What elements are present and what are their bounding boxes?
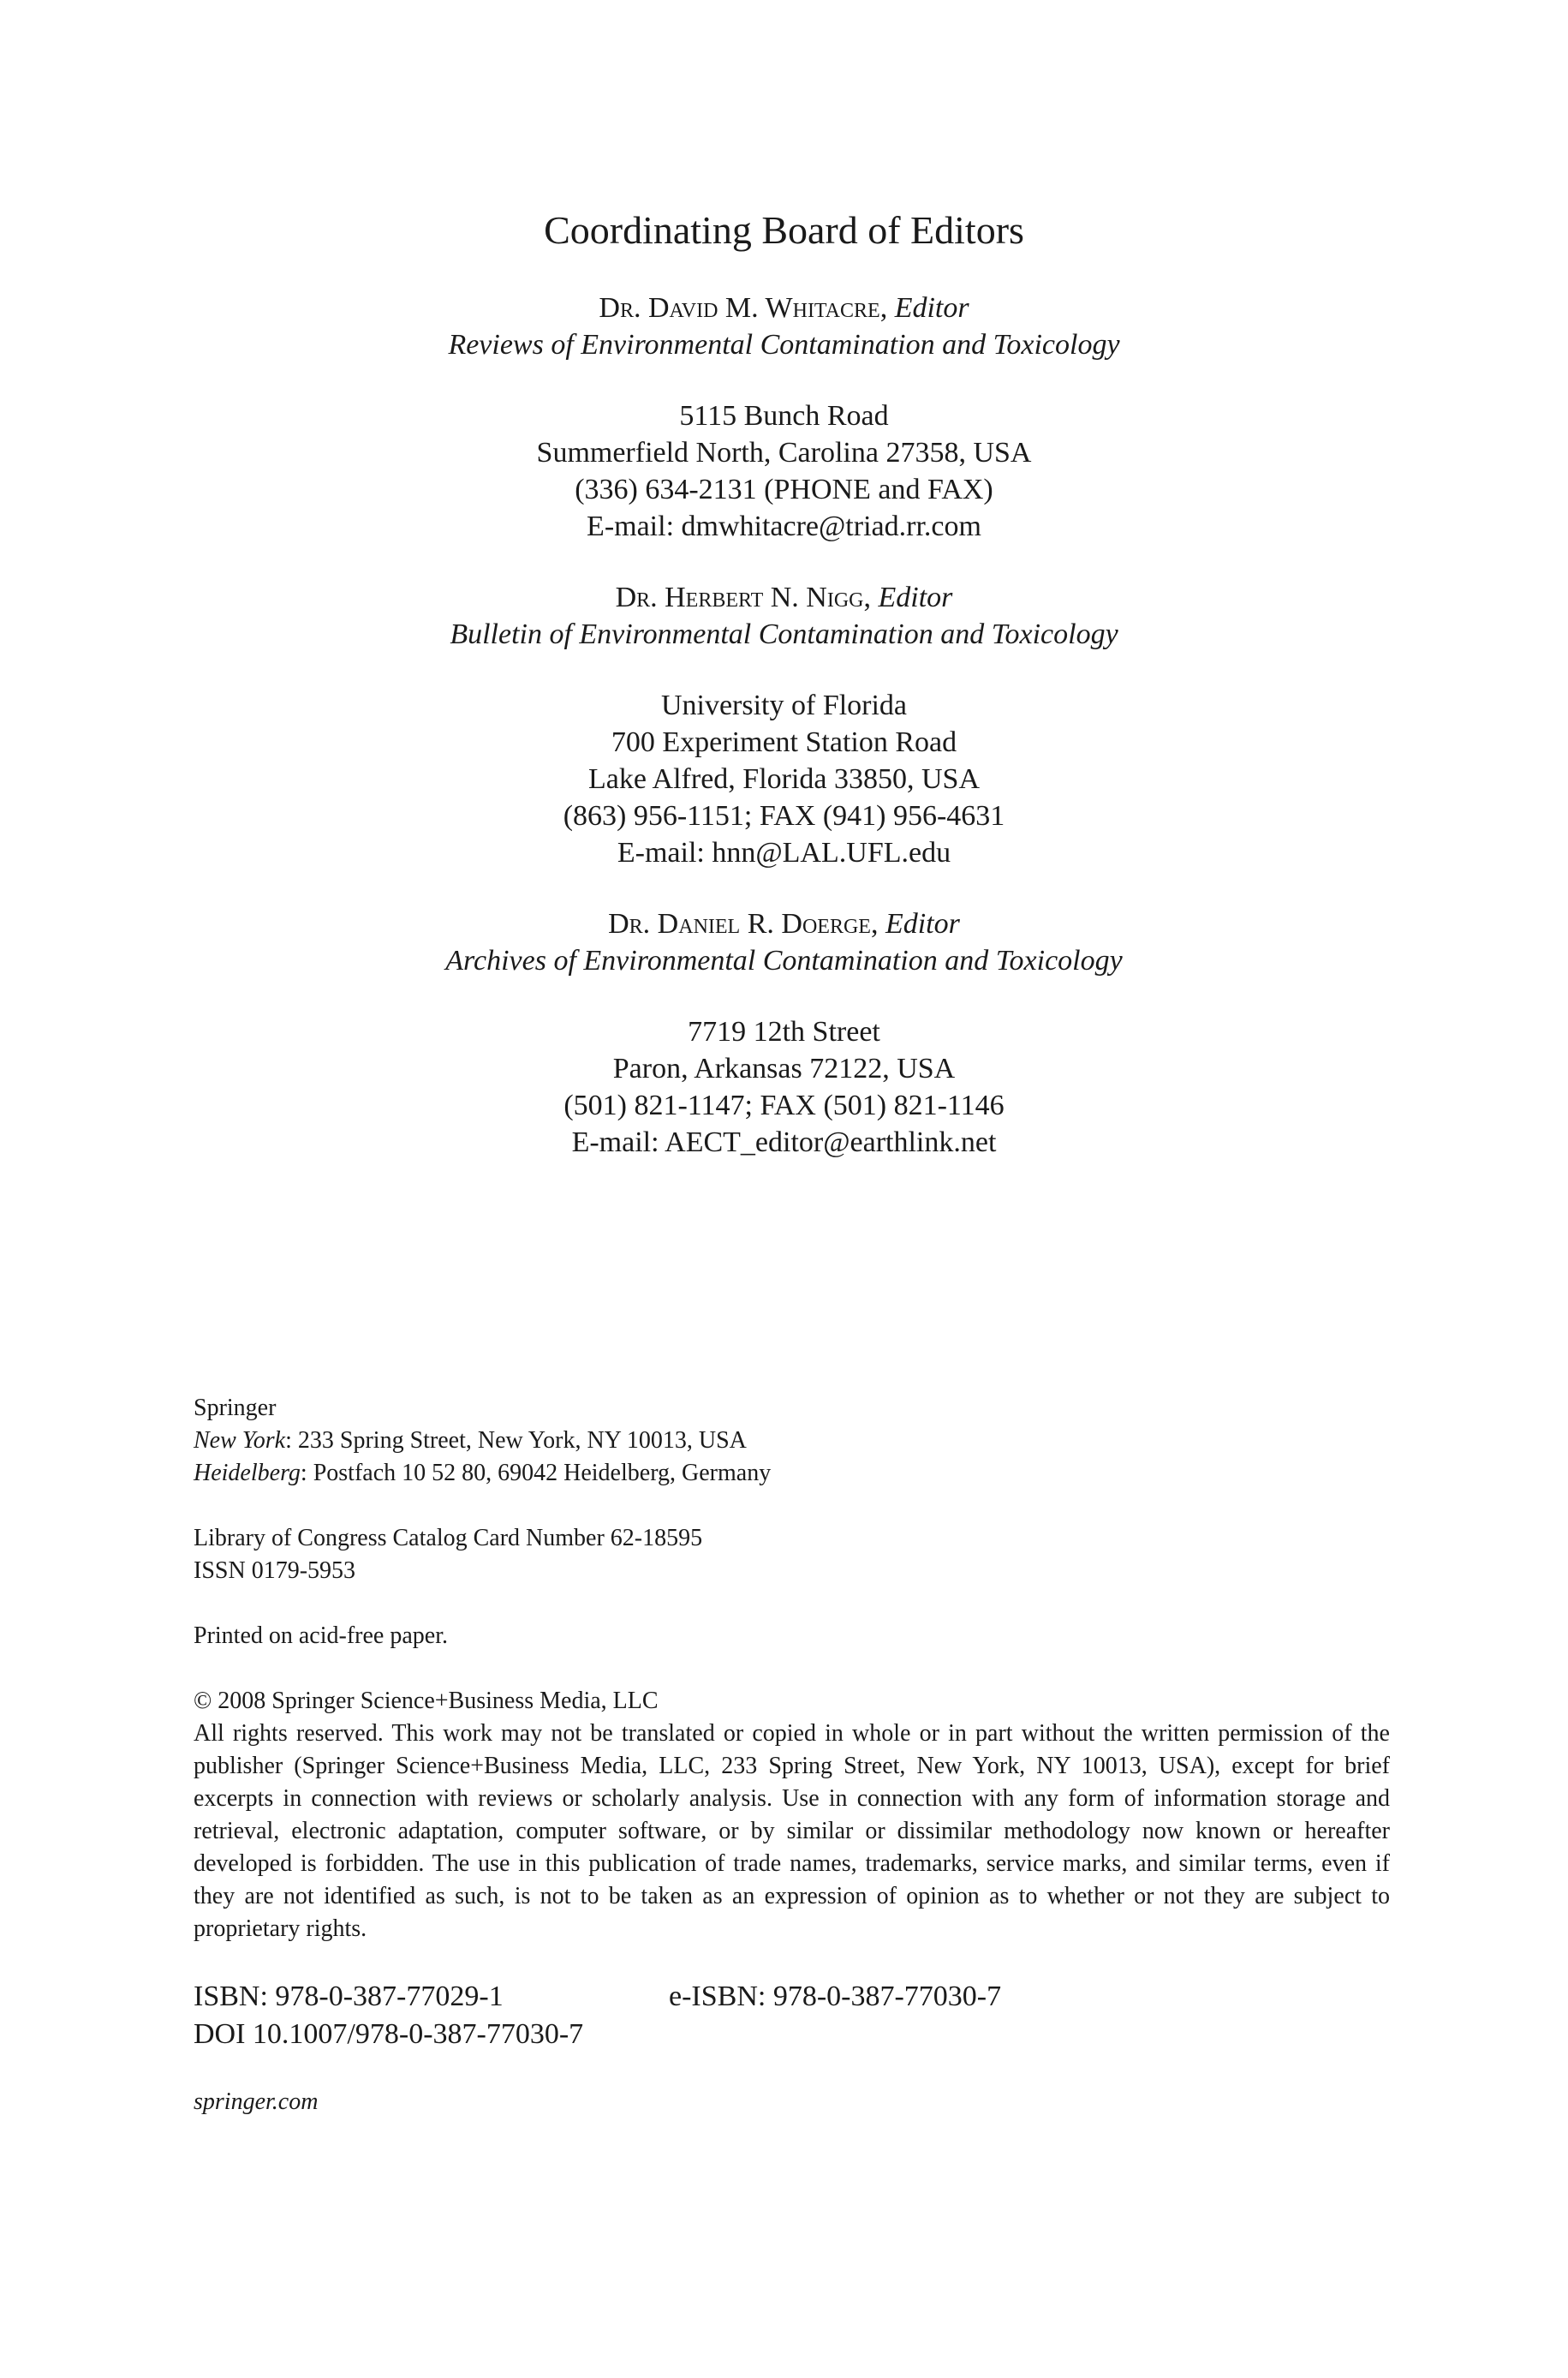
phone-line: (863) 956-1151; FAX (941) 956-4631	[563, 800, 1005, 832]
office-new-york	[194, 1425, 1390, 1457]
email-line: E-mail: AECT_editor@earthlink.net	[571, 1126, 997, 1158]
phone-line: (336) 634-2131 (PHONE and FAX)	[575, 474, 993, 505]
editor-block	[0, 290, 1568, 545]
catalog-card-number: Library of Congress Catalog Card Number 62-18595	[194, 1525, 703, 1551]
copyright-imprint	[194, 1392, 1390, 2118]
e-isbn: e-ISBN: 978-0-387-77030-7	[669, 1981, 1002, 2012]
office-address: : 233 Spring Street, New York, NY 10013, USA	[285, 1427, 747, 1454]
editor-block	[0, 579, 1568, 871]
isbn: ISBN: 978-0-387-77029-1	[194, 1981, 504, 2012]
editor-role: Editor	[894, 292, 969, 324]
editor-block	[0, 905, 1568, 1161]
email-line: E-mail: hnn@LAL.UFL.edu	[617, 837, 951, 869]
address-line: Summerfield North, Carolina 27358, USA	[536, 437, 1032, 469]
office-address: : Postfach 10 52 80, 69042 Heidelberg, Germany	[300, 1460, 772, 1486]
address-line: Lake Alfred, Florida 33850, USA	[587, 763, 981, 795]
rights-statement: All rights reserved. This work may not be translated or copied in whole or in part without the written permission of the publisher (Springer Science+Business Media, LLC, 233 Spring Street, New York, NY 10013, USA), except for brief excerpts in connection with reviews or scholarly analysis. Use in connection with any form of information storage and retrieval, electronic adaptation, computer software, or by similar or dissimilar methodology now known or hereafter developed is forbidden. The use in this publication of trade names, trademarks, service marks, and similar terms, even if they are not identified as such, is not to be taken as an expression of opinion as to whether or not they are subject to proprietary rights.	[194, 1720, 1390, 1942]
doi: DOI 10.1007/978-0-387-77030-7	[194, 2018, 584, 2050]
address-line: 700 Experiment Station Road	[611, 726, 957, 758]
editor-address	[0, 687, 1568, 871]
coordinating-board	[0, 206, 1568, 1161]
editor-role: Editor	[885, 908, 960, 940]
address-line: 5115 Bunch Road	[679, 400, 889, 432]
copyright-line: © 2008 Springer Science+Business Media, LLC	[194, 1688, 659, 1714]
journal-title: Bulletin of Environmental Contamination and Toxicology	[450, 618, 1118, 650]
editor-name: Dr. David M. Whitacre	[599, 292, 880, 324]
address-line: 7719 12th Street	[688, 1016, 880, 1048]
address-line: Paron, Arkansas 72122, USA	[612, 1053, 956, 1084]
address-line: University of Florida	[660, 690, 908, 721]
paper-note: Printed on acid-free paper.	[194, 1622, 448, 1649]
editor-name: Dr. Herbert N. Nigg	[615, 582, 864, 613]
office-city: Heidelberg	[194, 1460, 301, 1486]
office-city: New York	[194, 1427, 286, 1454]
board-title: Coordinating Board of Editors	[544, 208, 1024, 252]
issn: ISSN 0179-5953	[194, 1557, 356, 1584]
journal-title: Archives of Environmental Contamination and Toxicology	[445, 945, 1123, 977]
editor-name-line: Dr. David M. Whitacre, Editor	[599, 292, 969, 324]
editor-name-line: Dr. Daniel R. Doerge, Editor	[608, 908, 960, 940]
phone-line: (501) 821-1147; FAX (501) 821-1146	[563, 1090, 1005, 1121]
editor-name-line: Dr. Herbert N. Nigg, Editor	[615, 582, 953, 613]
publisher-website[interactable]: springer.com	[194, 2088, 319, 2115]
editor-role: Editor	[878, 582, 953, 613]
office-heidelberg	[194, 1457, 1390, 1490]
journal-title: Reviews of Environmental Contamination and Toxicology	[448, 329, 1120, 361]
publisher-name: Springer	[194, 1395, 277, 1421]
editor-address	[0, 397, 1568, 545]
editor-address	[0, 1013, 1568, 1161]
email-line: E-mail: dmwhitacre@triad.rr.com	[587, 511, 981, 542]
editor-name: Dr. Daniel R. Doerge	[608, 908, 871, 940]
isbn-row	[194, 1978, 1390, 2016]
